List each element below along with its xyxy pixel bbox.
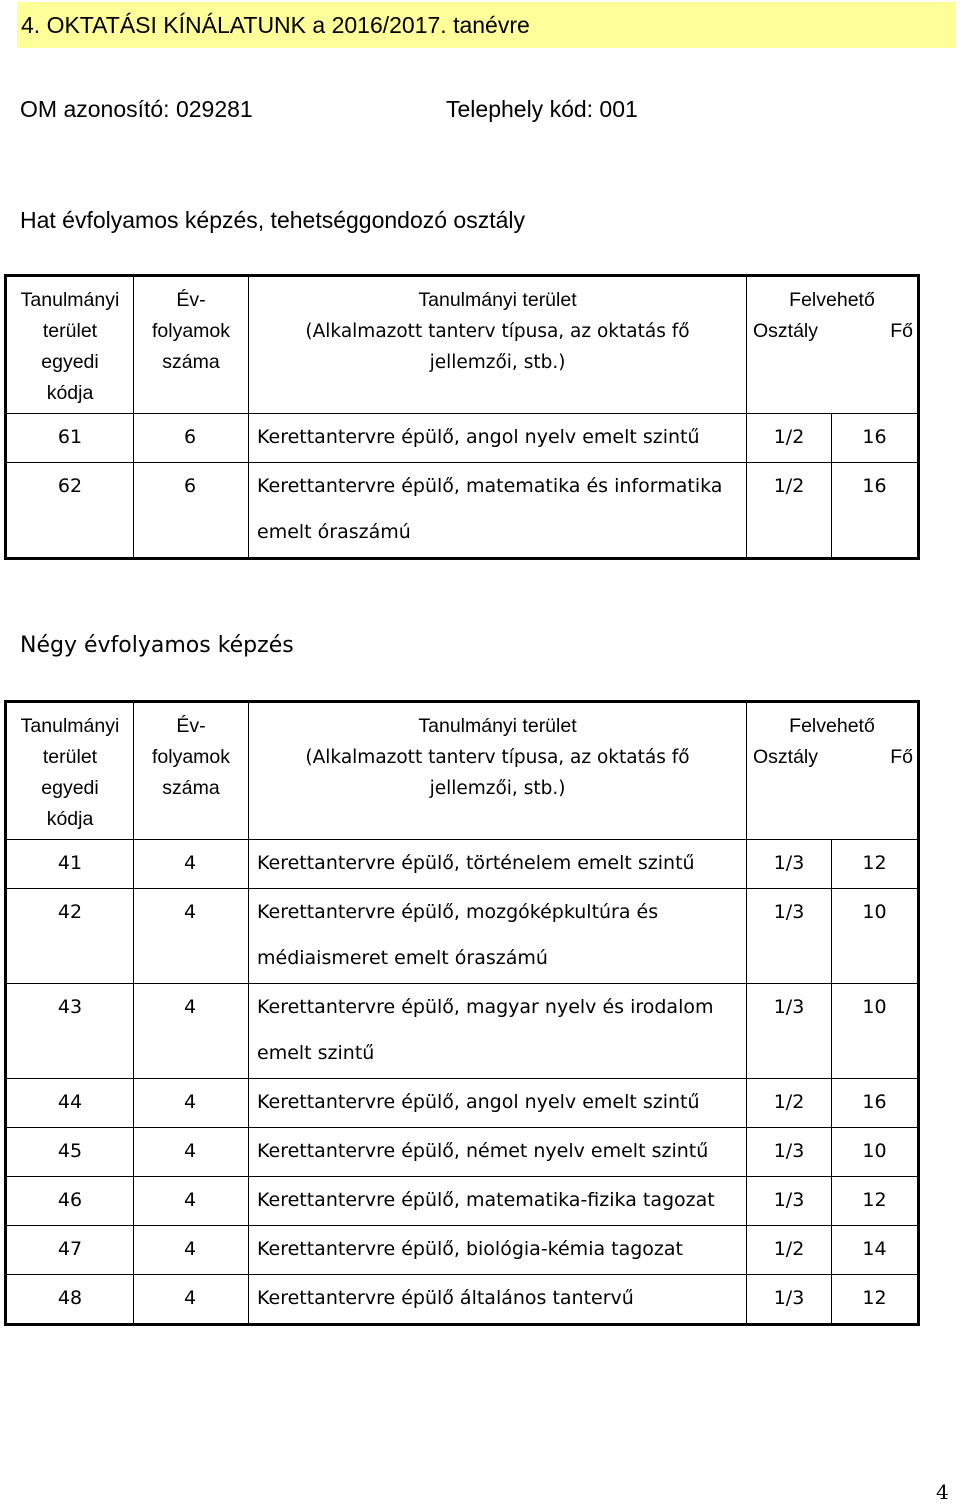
header-area: Tanulmányi terület (Alkalmazott tanterv típusa, az oktatás fő jellemzői, stb.) [249,276,747,414]
table-row [6,463,919,559]
row-students: 12 [832,1275,919,1325]
row-description [249,414,747,463]
table-row [6,1226,919,1275]
header-years: Év- folyamok száma [134,276,249,414]
table-header [6,276,919,414]
row-students: 12 [832,840,919,889]
header-area: Tanulmányi terület (Alkalmazott tanterv típusa, az oktatás fő jellemzői, stb.) [249,702,747,840]
row-description-line1: Kerettantervre épülő, történelem emelt szintű [257,852,695,874]
row-classes: 1/3 [747,889,832,984]
row-description-line1: Kerettantervre épülő, angol nyelv emelt szintű [257,426,700,448]
row-years: 4 [134,1226,249,1275]
row-classes: 1/3 [747,984,832,1079]
table2-body [6,702,919,1325]
row-code: 47 [6,1226,134,1275]
row-classes: 1/3 [747,1275,832,1325]
om-id: OM azonosító: 029281 [20,96,253,122]
section-heading: 4. OKTATÁSI KÍNÁLATUNK a 2016/2017. tanévre [17,2,955,48]
row-code: 44 [6,1079,134,1128]
header-code: Tanulmányi terület egyedi kódja [6,702,134,840]
table-header [6,702,919,840]
row-code: 48 [6,1275,134,1325]
row-students: 14 [832,1226,919,1275]
row-description [249,840,747,889]
row-years: 4 [134,1128,249,1177]
row-students: 12 [832,1177,919,1226]
row-years: 6 [134,414,249,463]
row-students: 16 [832,463,919,559]
site-code: Telephely kód: 001 [446,96,638,122]
row-years: 4 [134,889,249,984]
row-classes: 1/3 [747,1128,832,1177]
row-description [249,1177,747,1226]
row-students: 10 [832,889,919,984]
page-number: 4 [936,1480,949,1504]
row-description [249,984,747,1079]
row-students: 16 [832,1079,919,1128]
section1-title: Hat évfolyamos képzés, tehetséggondozó osztály [20,207,526,233]
row-years: 4 [134,984,249,1079]
header-code: Tanulmányi terület egyedi kódja [6,276,134,414]
row-classes: 1/2 [747,414,832,463]
header-admissible: Felvehető Osztály Fő [747,702,919,840]
table-row [6,414,919,463]
row-code: 61 [6,414,134,463]
row-description-line2: emelt óraszámú [257,521,411,543]
row-description-line1: Kerettantervre épülő, matematika-fizika tagozat [257,1189,715,1211]
table1-body [6,276,919,559]
row-code: 41 [6,840,134,889]
section2-title: Négy évfolyamos képzés [20,633,294,658]
row-students: 10 [832,1128,919,1177]
row-years: 4 [134,1275,249,1325]
row-classes: 1/3 [747,840,832,889]
row-description [249,1275,747,1325]
row-description-line1: Kerettantervre épülő, matematika és informatika [257,475,723,497]
row-students: 10 [832,984,919,1079]
table-row [6,840,919,889]
row-years: 4 [134,840,249,889]
row-classes: 1/3 [747,1177,832,1226]
row-description [249,889,747,984]
row-classes: 1/2 [747,1079,832,1128]
row-code: 62 [6,463,134,559]
table-row [6,984,919,1079]
row-description-line1: Kerettantervre épülő, mozgóképkultúra és [257,901,659,923]
row-classes: 1/2 [747,463,832,559]
row-description-line2: emelt szintű [257,1042,375,1064]
row-code: 46 [6,1177,134,1226]
row-description [249,1079,747,1128]
row-description-line1: Kerettantervre épülő, magyar nyelv és irodalom [257,996,714,1018]
row-years: 4 [134,1177,249,1226]
table-row [6,1275,919,1325]
table-row [6,889,919,984]
header-admissible: Felvehető Osztály Fő [747,276,919,414]
row-description-line1: Kerettantervre épülő, német nyelv emelt szintű [257,1140,709,1162]
row-years: 6 [134,463,249,559]
row-code: 42 [6,889,134,984]
row-description-line1: Kerettantervre épülő, angol nyelv emelt szintű [257,1091,700,1113]
table-row [6,1177,919,1226]
row-code: 45 [6,1128,134,1177]
row-description [249,1128,747,1177]
row-description-line1: Kerettantervre épülő általános tantervű [257,1287,634,1309]
row-description [249,463,747,559]
table-row [6,1128,919,1177]
row-code: 43 [6,984,134,1079]
row-classes: 1/2 [747,1226,832,1275]
row-description [249,1226,747,1275]
four-year-table [4,700,920,1326]
row-description-line2: médiaismeret emelt óraszámú [257,947,548,969]
row-description-line1: Kerettantervre épülő, biológia-kémia tagozat [257,1238,683,1260]
row-students: 16 [832,414,919,463]
row-years: 4 [134,1079,249,1128]
six-year-table [4,274,920,560]
header-years: Év- folyamok száma [134,702,249,840]
table-row [6,1079,919,1128]
